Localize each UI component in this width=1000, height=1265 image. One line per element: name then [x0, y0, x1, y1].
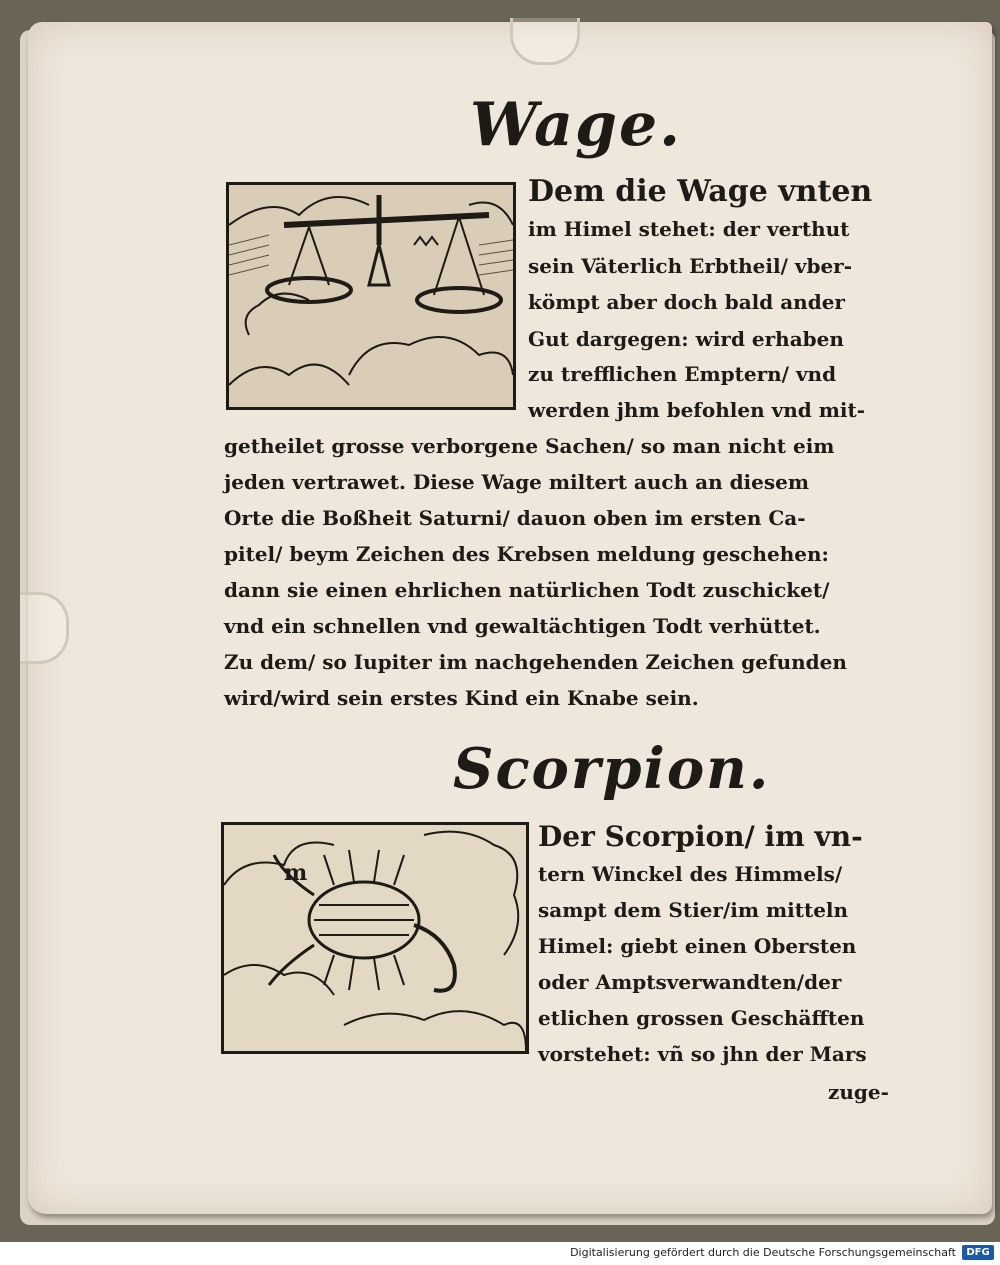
wage-text-line: Zu dem/ so Iupiter im nachgehenden Zeichen gefunden [224, 650, 847, 674]
scorpion-text-line: sampt dem Stier/im mitteln [538, 898, 849, 922]
footer-credit: Digitalisierung gefördert durch die Deutsche Forschungsgemeinschaft [570, 1246, 956, 1259]
wage-text-line: Gut dargegen: wird erhaben [528, 327, 844, 351]
wage-text-line: wird/wird sein erstes Kind ein Knabe sein. [224, 686, 699, 710]
woodcut-scorpion-illustration [221, 822, 529, 1054]
wage-text-line: getheilet grosse verborgene Sachen/ so man nicht eim [224, 434, 835, 458]
wage-text-line: zu trefflichen Emptern/ vnd [528, 362, 837, 386]
scorpion-text-line: Der Scorpion/ im vn- [538, 820, 863, 853]
wage-text-line: im Himel stehet: der verthut [528, 217, 850, 241]
wage-text-line: pitel/ beym Zeichen des Krebsen meldung geschehen: [224, 542, 829, 566]
scorpion-text-line: vorstehet: vñ so jhn der Mars [538, 1042, 867, 1066]
page-clip-left [20, 592, 69, 664]
wage-text-line: Dem die Wage vnten [528, 174, 873, 209]
wage-text-line: kömpt aber doch bald ander [528, 290, 845, 314]
wage-text-line: Orte die Boßheit Saturni/ dauon oben im ersten Ca- [224, 506, 806, 530]
scorpion-catchword: zuge- [828, 1080, 889, 1104]
footer-bar [0, 1242, 1000, 1265]
woodcut-libra-illustration [226, 182, 516, 410]
book-page [28, 22, 992, 1214]
dfg-logo: DFG [962, 1245, 994, 1260]
scorpion-text-line: oder Amptsverwandten/der [538, 970, 842, 994]
scorpion-text-line: tern Winckel des Himmels/ [538, 862, 843, 886]
wage-text-line: sein Väterlich Erbtheil/ vber- [528, 254, 853, 278]
heading-wage: Wage. [470, 90, 683, 160]
wage-text-line: jeden vertrawet. Diese Wage miltert auch an diesem [224, 470, 810, 494]
scorpion-text-line: etlichen grossen Geschäfften [538, 1006, 865, 1030]
wage-text-line: vnd ein schnellen vnd gewaltächtigen Todt verhüttet. [224, 614, 821, 638]
wage-text-line: werden jhm befohlen vnd mit- [528, 398, 866, 422]
svg-text:m: m [284, 860, 308, 886]
scorpion-text-line: Himel: giebt einen Obersten [538, 934, 857, 958]
heading-scorpion: Scorpion. [453, 736, 771, 802]
wage-text-line: dann sie einen ehrlichen natürlichen Todt zuschicket/ [224, 578, 830, 602]
